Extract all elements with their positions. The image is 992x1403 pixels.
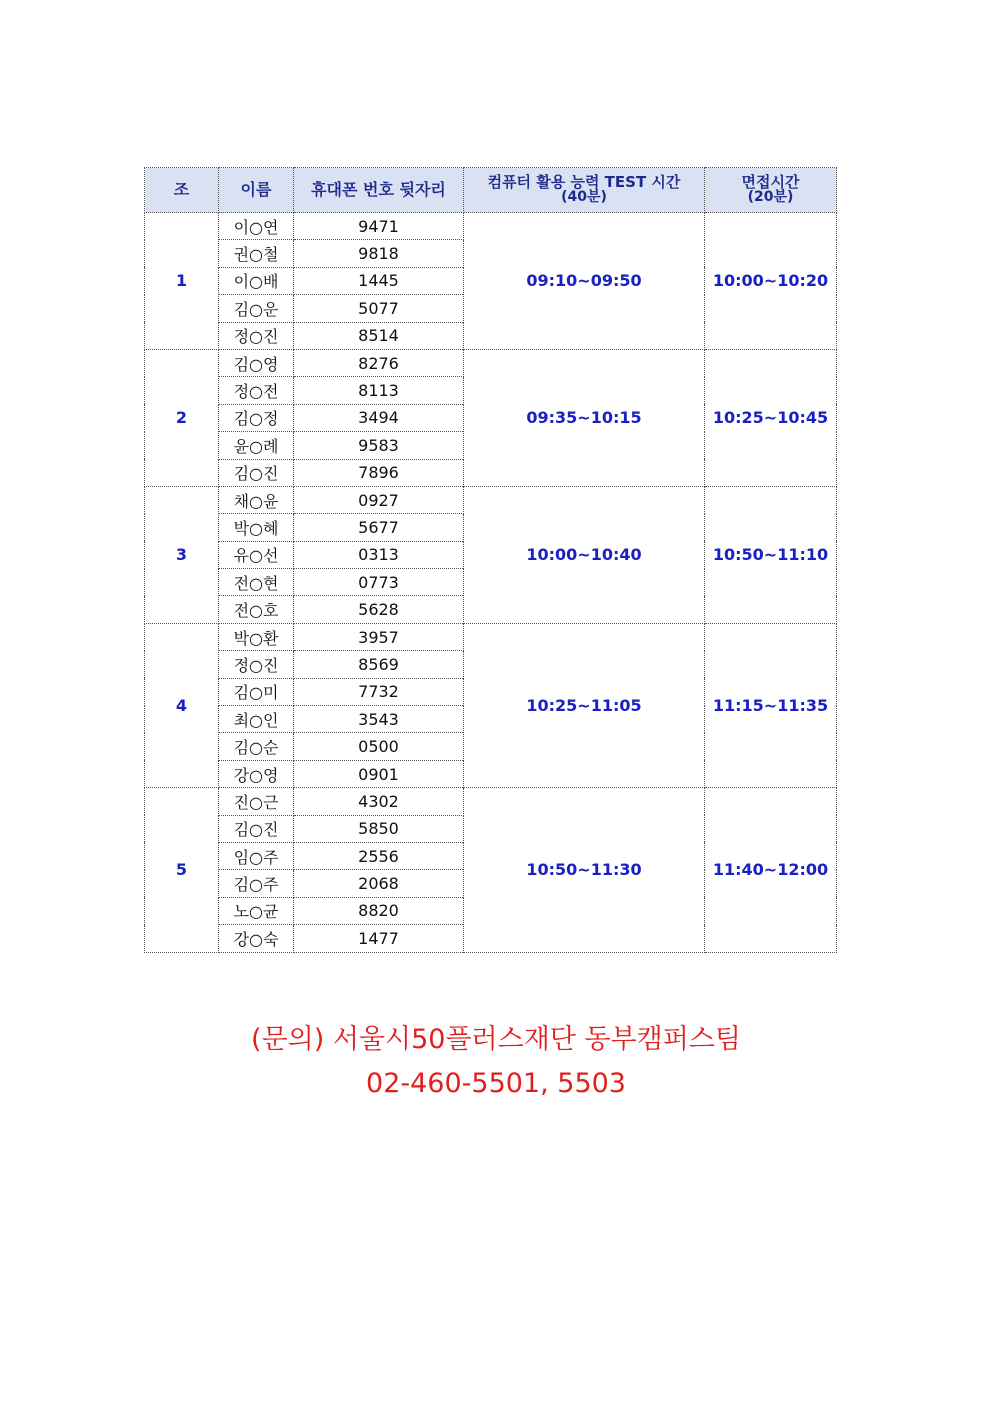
header-test-time [464,168,705,213]
interview-time: 10:00~10:20 [705,213,837,350]
member-name: 권○철 [219,240,294,267]
group-number: 1 [145,213,219,350]
member-name: 김○운 [219,295,294,322]
member-phone: 9818 [294,240,464,267]
member-phone: 8569 [294,651,464,678]
header-group: 조 [145,168,219,213]
member-phone: 3494 [294,404,464,431]
header-interview-time [705,168,837,213]
member-phone: 5677 [294,514,464,541]
member-name: 윤○례 [219,432,294,459]
schedule-table [144,167,837,953]
member-phone: 7732 [294,678,464,705]
member-name: 전○호 [219,596,294,623]
member-phone: 7896 [294,459,464,486]
group-number: 3 [145,486,219,623]
member-phone: 2556 [294,842,464,869]
table-row [145,788,837,815]
member-phone: 8113 [294,377,464,404]
member-phone: 1445 [294,267,464,294]
table-row [145,213,837,240]
header-interview-duration: (20분) [747,189,794,205]
contact-line-1: (문의) 서울시50플러스재단 동부캠퍼스팀 [251,1024,741,1055]
test-time: 10:50~11:30 [464,788,705,952]
member-name: 강○숙 [219,925,294,952]
test-time: 10:25~11:05 [464,623,705,787]
member-name: 김○미 [219,678,294,705]
member-phone: 0500 [294,733,464,760]
header-test-duration: (40분) [561,189,607,205]
member-name: 최○인 [219,706,294,733]
member-name: 전○현 [219,569,294,596]
header-name: 이름 [219,168,294,213]
member-name: 진○근 [219,788,294,815]
member-phone: 0773 [294,569,464,596]
member-phone: 5850 [294,815,464,842]
table-row [145,486,837,513]
schedule-body [145,213,837,953]
member-name: 김○정 [219,404,294,431]
member-phone: 9583 [294,432,464,459]
member-phone: 0927 [294,486,464,513]
member-name: 김○진 [219,459,294,486]
contact-line-2: 02-460-5501, 5503 [366,1068,626,1099]
member-name: 김○영 [219,349,294,376]
group-number: 4 [145,623,219,787]
header-test-label: 컴퓨터 활용 능력 TEST 시간 [487,173,681,191]
group-number: 2 [145,349,219,486]
table-row [145,349,837,376]
interview-time: 10:50~11:10 [705,486,837,623]
member-name: 이○배 [219,267,294,294]
header-phone: 휴대폰 번호 뒷자리 [294,168,464,213]
member-phone: 0313 [294,541,464,568]
test-time: 09:35~10:15 [464,349,705,486]
member-phone: 8820 [294,897,464,924]
member-name: 박○환 [219,623,294,650]
member-name: 정○진 [219,322,294,349]
member-name: 정○전 [219,377,294,404]
header-interview-label: 면접시간 [741,173,800,191]
member-name: 유○선 [219,541,294,568]
interview-time: 11:15~11:35 [705,623,837,787]
member-phone: 5077 [294,295,464,322]
test-time: 10:00~10:40 [464,486,705,623]
test-time: 09:10~09:50 [464,213,705,350]
member-name: 박○혜 [219,514,294,541]
member-phone: 3957 [294,623,464,650]
member-name: 김○순 [219,733,294,760]
member-phone: 8514 [294,322,464,349]
member-name: 노○균 [219,897,294,924]
member-name: 이○연 [219,213,294,240]
contact-info [0,1018,992,1106]
member-phone: 2068 [294,870,464,897]
interview-time: 10:25~10:45 [705,349,837,486]
group-number: 5 [145,788,219,952]
member-name: 채○윤 [219,486,294,513]
member-phone: 5628 [294,596,464,623]
interview-time: 11:40~12:00 [705,788,837,952]
member-name: 김○주 [219,870,294,897]
member-name: 정○진 [219,651,294,678]
member-phone: 1477 [294,925,464,952]
member-phone: 3543 [294,706,464,733]
member-phone: 8276 [294,349,464,376]
member-phone: 9471 [294,213,464,240]
member-phone: 4302 [294,788,464,815]
table-row [145,623,837,650]
member-name: 임○주 [219,842,294,869]
member-name: 강○영 [219,760,294,787]
header-row [145,168,837,213]
member-name: 김○진 [219,815,294,842]
member-phone: 0901 [294,760,464,787]
